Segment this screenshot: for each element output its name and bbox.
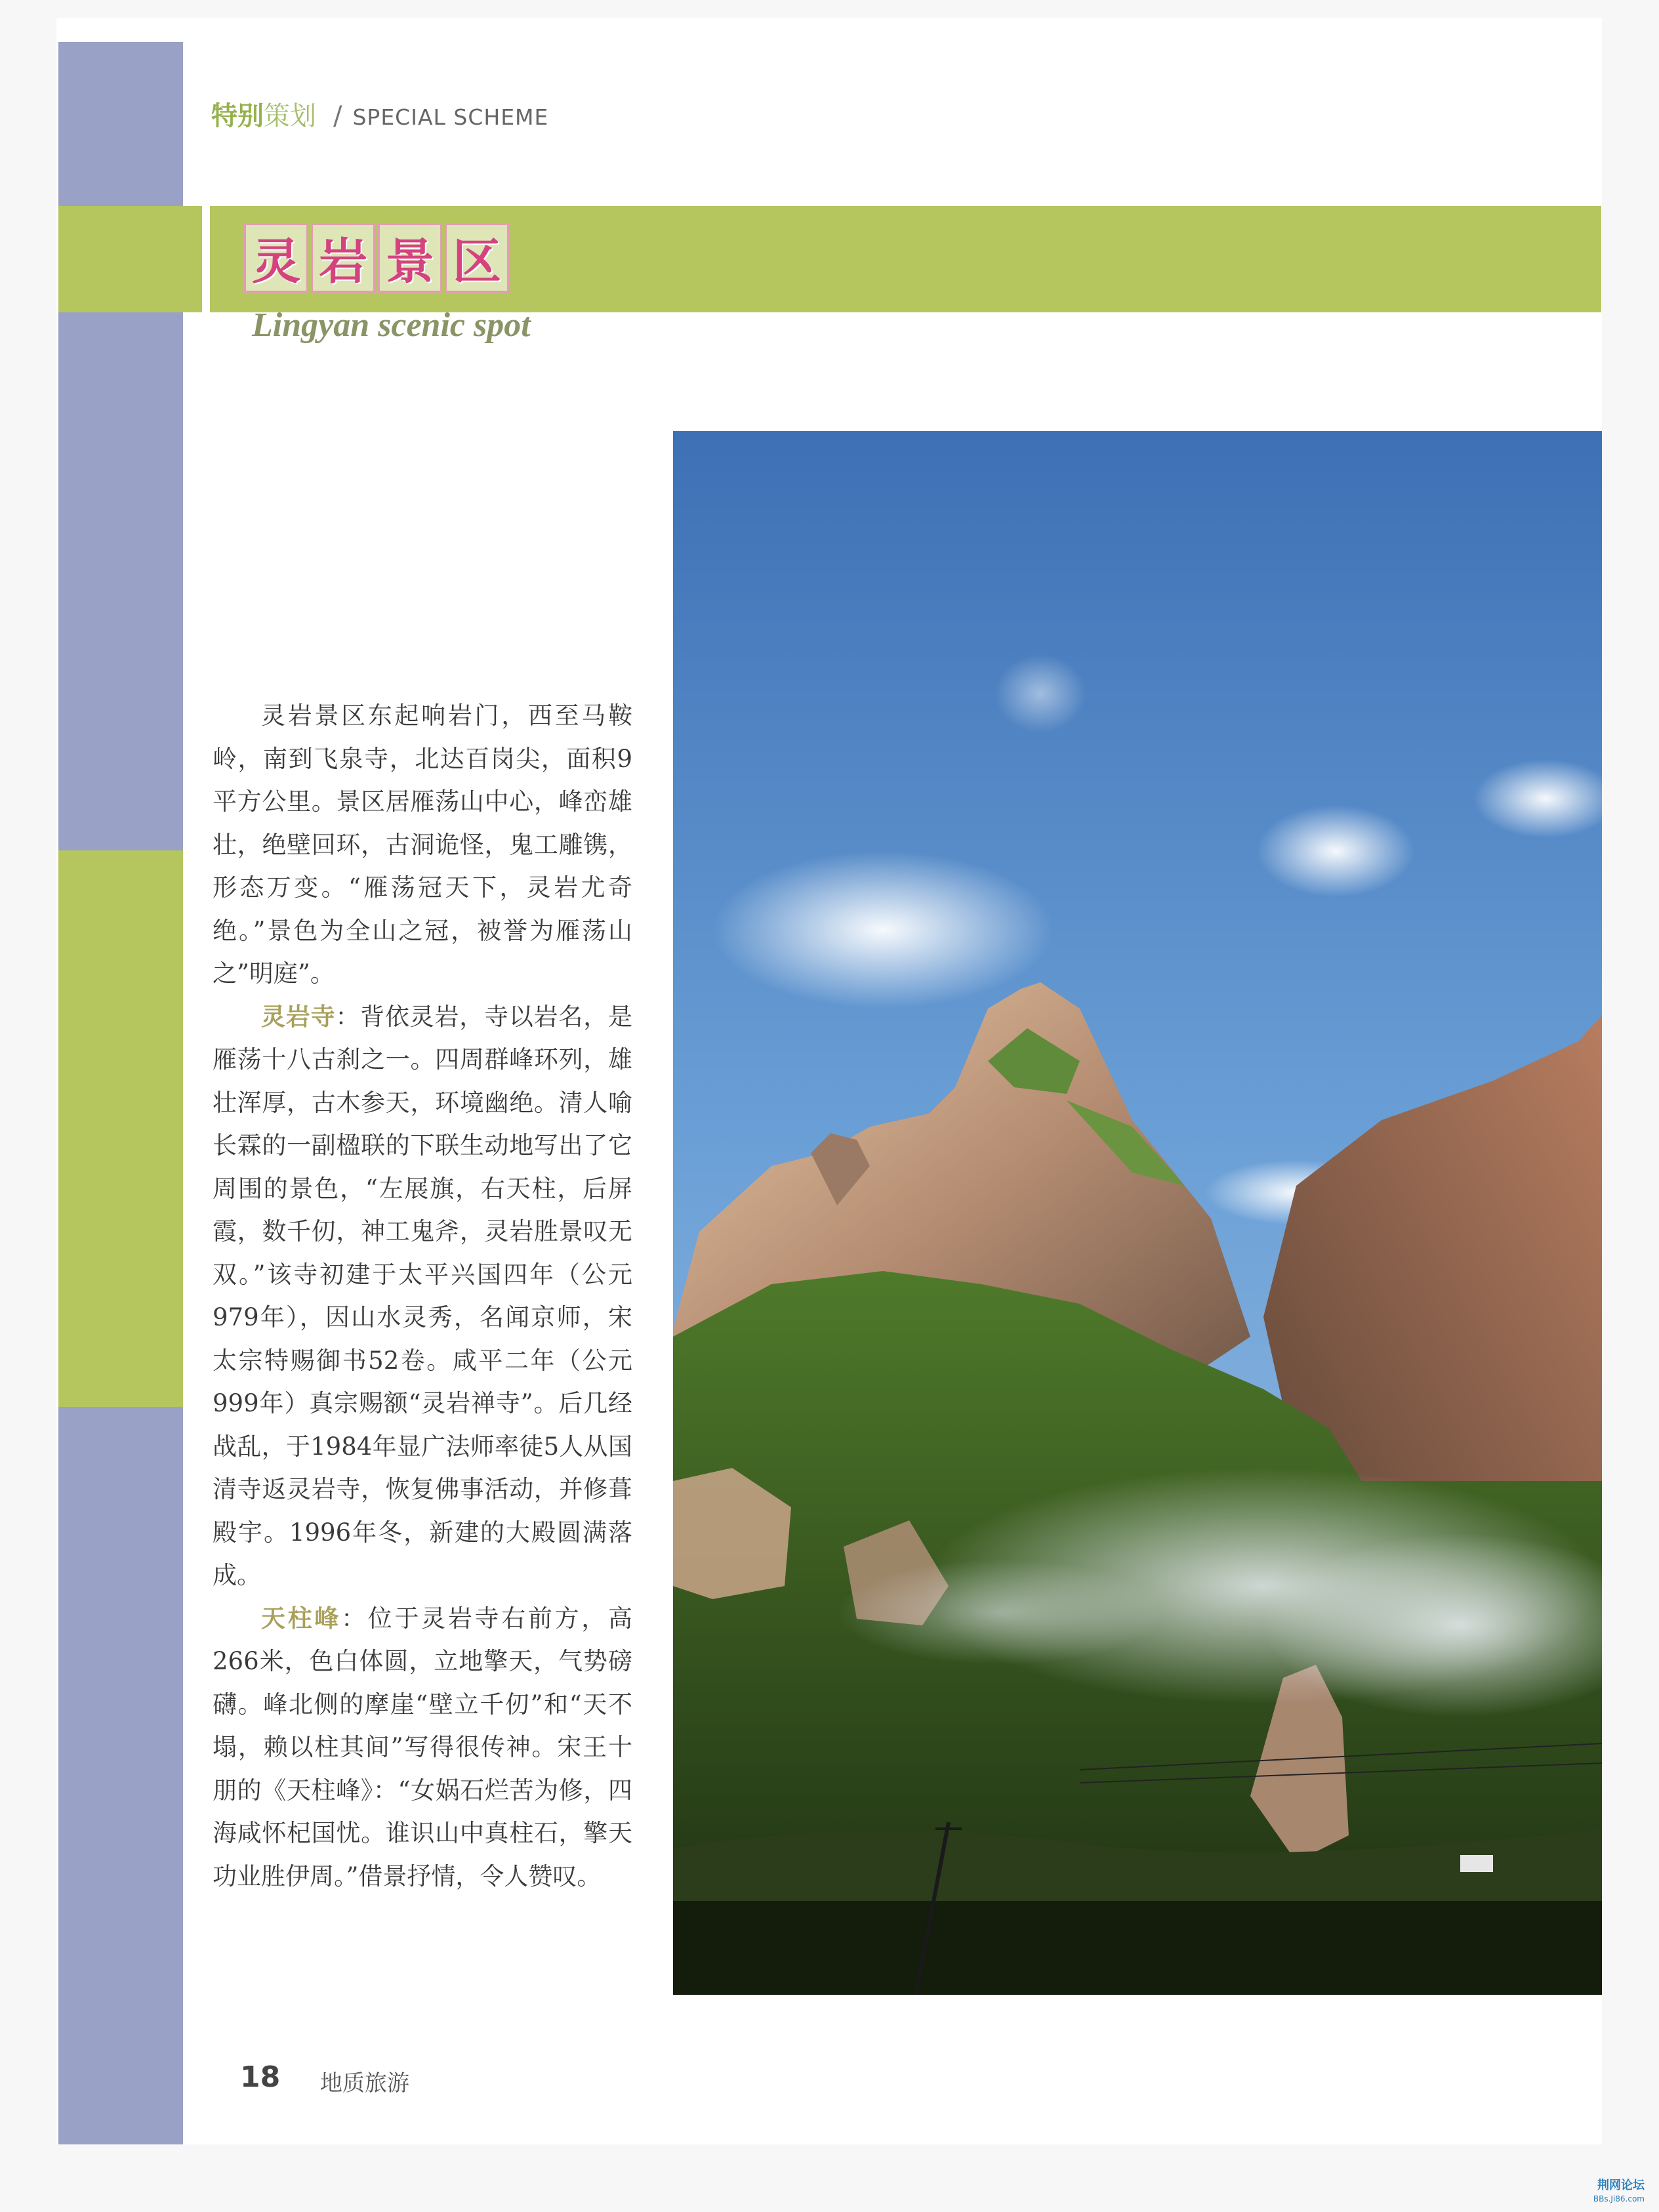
kicker-strong: 特别 <box>211 101 264 131</box>
lead-lingyan-temple: 灵岩寺 <box>261 1002 336 1031</box>
mountain-photo <box>673 431 1602 1995</box>
kicker-separator: / <box>333 101 342 131</box>
watermark-line1: 荆网论坛 <box>1597 2179 1645 2192</box>
section-kicker <box>211 95 548 135</box>
title-band-divider <box>202 206 210 312</box>
sidebar-stripe-bottom <box>58 1407 183 2144</box>
article-subtitle: Lingyan scenic spot <box>252 306 531 344</box>
watermark-line2: BBs.Ji86.com <box>1593 2194 1645 2203</box>
sidebar-stripe-top <box>58 42 183 850</box>
text-tianzhu-peak: ：位于灵岩寺右前方，高266米，色白体圆，立地擎天，气势磅礴。峰北侧的摩崖“壁立千仞”和“天不塌，赖以柱其间”写得很传神。宋王十朋的《天柱峰》：“女娲石烂苦为修，四海咸怀杞国忧。谁识山中真柱石，擎天功业胜伊周。”借景抒情，令人赞叹。 <box>213 1604 633 1890</box>
forum-watermark <box>1566 2179 1645 2208</box>
title-char: 景 <box>378 223 442 293</box>
paragraph-tianzhu-peak <box>213 1597 632 1898</box>
sidebar-stripe-middle <box>58 850 183 1407</box>
page-number: 18 <box>240 2060 281 2094</box>
text-lingyan-temple: ：背依灵岩，寺以岩名，是雁荡十八古刹之一。四周群峰环列，雄壮浑厚，古木参天，环境幽绝。清人喻长霖的一副楹联的下联生动地写出了它周围的景色，“左展旗，右天柱，后屏霞，数千仞，神工鬼斧，灵岩胜景叹无双。”该寺初建于太平兴国四年（公元979年），因山水灵秀，名闻京师，宋太宗特赐御书52卷。咸平二年（公元999年）真宗赐额“灵岩禅寺”。后几经战乱，于1984年显广法师率徒5人从国清寺返灵岩寺，恢复佛事活动，并修葺殿宇。1996年冬，新建的大殿圆满落成。 <box>213 1002 633 1589</box>
title-char: 灵 <box>244 223 308 293</box>
kicker-english: SPECIAL SCHEME <box>352 104 549 130</box>
paragraph-lingyan-temple <box>213 995 632 1597</box>
magazine-name: 地质旅游 <box>320 2070 409 2097</box>
paragraph-intro: 灵岩景区东起响岩门，西至马鞍岭，南到飞泉寺，北达百岗尖，面积9平方公里。景区居雁荡山中心，峰峦雄壮，绝壁回环，古洞诡怪，鬼工雕镌，形态万变。“雁荡冠天下，灵岩尤奇绝。”景色为全山之冠，被誉为雁荡山之”明庭”。 <box>213 701 632 988</box>
lead-tianzhu-peak: 天柱峰 <box>261 1604 342 1633</box>
article-title <box>244 223 509 293</box>
mountain-landscape-image <box>673 431 1602 1995</box>
article-body <box>213 694 632 1898</box>
kicker-light: 策划 <box>264 101 316 131</box>
title-char: 岩 <box>311 223 375 293</box>
title-char: 区 <box>445 223 509 293</box>
